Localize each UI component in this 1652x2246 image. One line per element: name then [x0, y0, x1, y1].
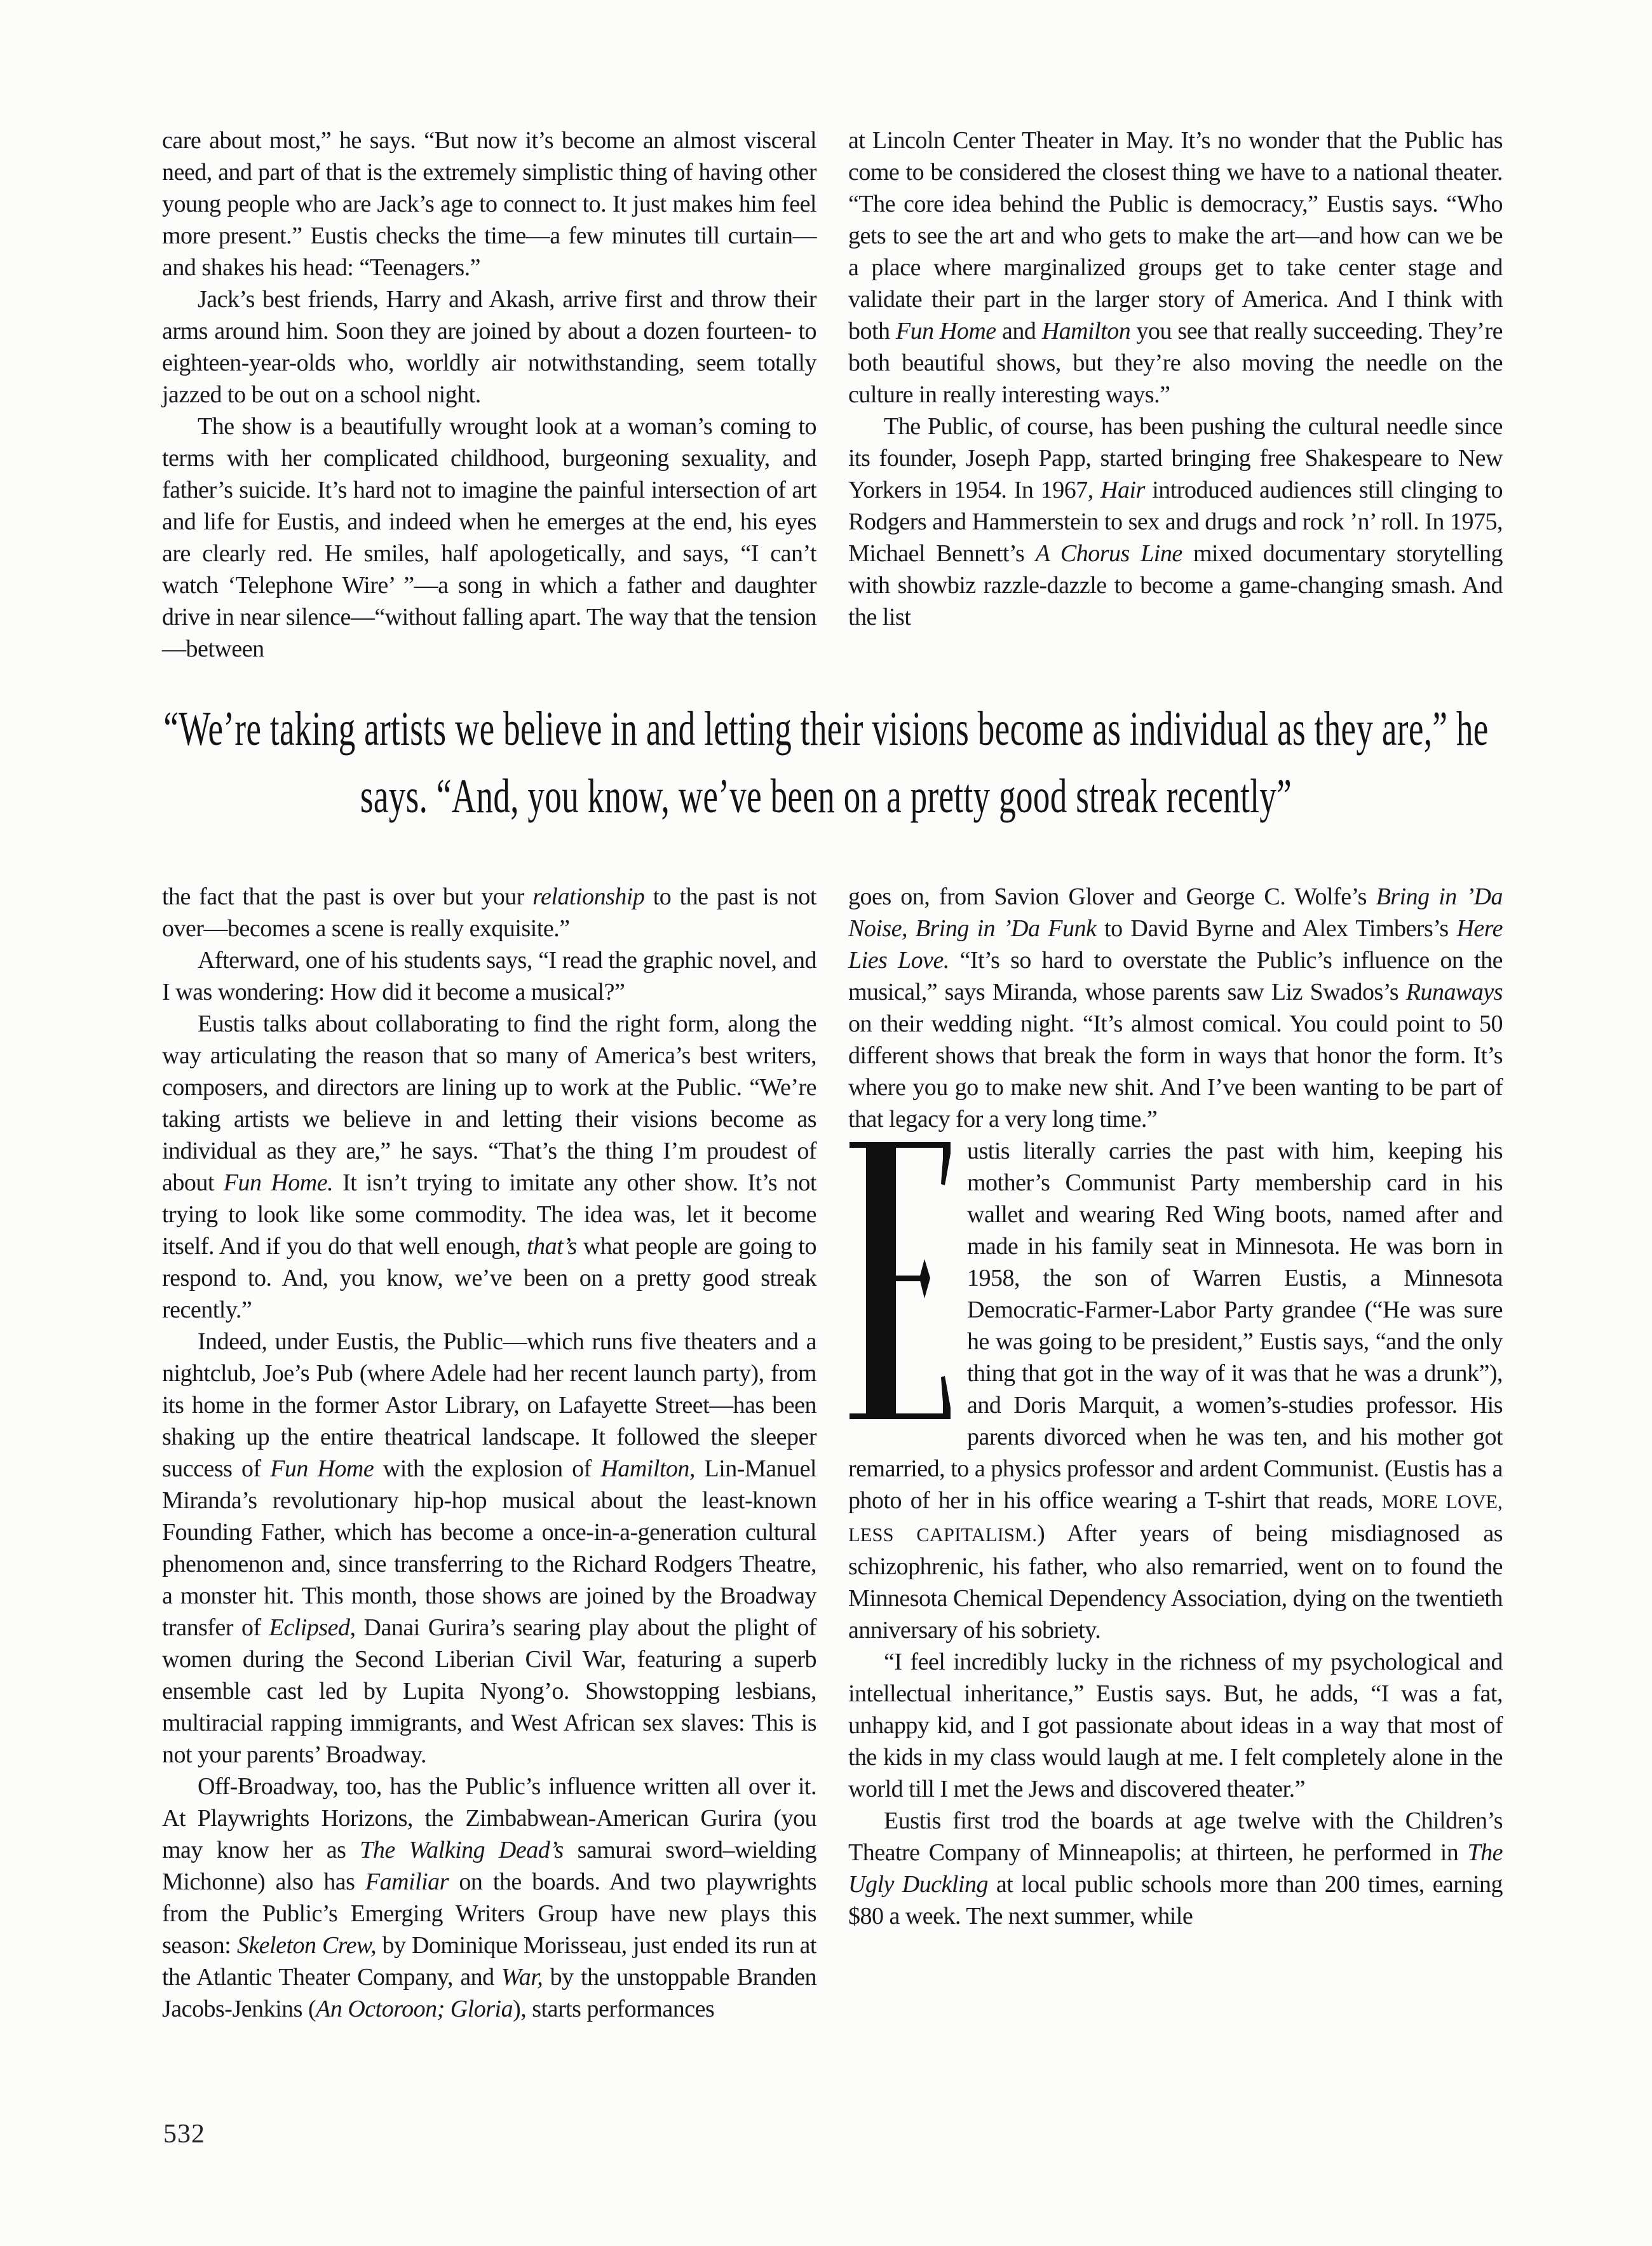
text-segment: care about most,” he says. “But now it’s become an almost visceral need, and part of that is the extremely simplistic thing of having other young people who are Jack’s age to connect to. It just makes him feel more present.” Eustis checks the time—a few minutes till curtain—and shakes his head: “Teenagers.”	[162, 127, 816, 281]
text-segment: on their wedding night. “It’s almost comical. You could point to 50 different shows that break the form in ways that honor the form. It’s where you go to make new shit. And I’ve been wanting to be part of that legacy for a very long time.”	[848, 1011, 1503, 1133]
text-segment-italic: The Walking Dead’s	[360, 1837, 564, 1863]
paragraph	[162, 1326, 816, 1771]
text-segment: you see that really succeeding. They’re both beautiful shows, but they’re also moving the needle on the culture in really interesting ways.”	[848, 318, 1503, 408]
text-segment-italic: The Ugly Duckling	[848, 1839, 1503, 1898]
text-segment-italic: Eclipsed,	[269, 1614, 356, 1641]
paragraph	[848, 125, 1503, 411]
pull-quote-text: “We’re taking artists we believe in and letting their visions become as individual as they are,” he says. “And, you know, we’ve been on a pretty good streak recently”	[163, 702, 1489, 823]
text-segment-italic: Fun Home.	[223, 1169, 334, 1196]
text-segment-italic: that’s	[527, 1233, 577, 1260]
text-segment: goes on, from Savion Glover and George C. Wolfe’s	[848, 883, 1376, 910]
pull-quote-block	[159, 695, 1493, 838]
text-segment: Afterward, one of his students says, “I read the graphic novel, and I was wondering: How did it become a musical?”	[162, 947, 816, 1005]
text-segment: introduced audiences still clinging to Rodgers and Hammerstein to sex and drugs and rock ’n’ roll. In 1975, Michael Bennett’s	[848, 477, 1503, 567]
text-segment: and	[996, 318, 1042, 344]
text-segment: mixed documentary storytelling with showbiz razzle-dazzle to become a game-changing smash. And the list	[848, 540, 1503, 630]
paragraph-group-pre-dropcap	[848, 881, 1503, 1135]
text-segment: “It’s so hard to overstate the Public’s influence on the musical,” says Miranda, whose parents saw Liz Swados’s	[848, 947, 1503, 1005]
text-segment: ) After years of being misdiagnosed as schizophrenic, his father, who also remarried, went on to found the Minnesota Chemical Dependency Association, dying on the twentieth anniversary of his sobriety.	[848, 1520, 1503, 1644]
text-segment: to the past is not over—becomes a scene is really exquisite.”	[162, 883, 816, 942]
text-segment-italic: Hamilton,	[600, 1455, 695, 1482]
text-segment-italic: Fun Home	[895, 318, 996, 344]
text-segment: the fact that the past is over but your	[162, 883, 533, 910]
text-segment-italic: Familiar	[365, 1868, 449, 1895]
text-segment-italic: Here Lies Love.	[848, 915, 1503, 974]
text-segment: Off-Broadway, too, has the Public’s influence written all over it. At Playwrights Horizons, the Zimbabwean-American Gurira (you may know her as	[162, 1773, 816, 1863]
text-segment: on the boards. And two playwrights from the Public’s Emerging Writers Group have new plays this season:	[162, 1868, 816, 1959]
top-columns	[0, 0, 1652, 665]
column-bottom-right	[848, 881, 1503, 2025]
paragraph	[162, 125, 816, 283]
text-segment: The show is a beautifully wrought look at a woman’s coming to terms with her complicated childhood, burgeoning sexuality, and father’s suicide. It’s hard not to imagine the painful intersection of art and life for Eustis, and indeed when he emerges at the end, his eyes are clearly red. He smiles, half apologetically, and says, “I can’t watch ‘Telephone Wire’ ”—a song in which a father and daughter drive in near silence—“without falling apart. The way that the tension—between	[162, 413, 816, 662]
text-segment: what people are going to respond to. And, you know, we’ve been on a pretty good streak recently.”	[162, 1233, 816, 1323]
text-segment: at local public schools more than 200 times, earning $80 a week. The next summer, while	[848, 1871, 1503, 1930]
text-segment-italic: Bring in ’Da Noise, Bring in ’Da Funk	[848, 883, 1503, 942]
paragraph	[848, 1646, 1503, 1805]
paragraph	[848, 1805, 1503, 1932]
text-segment: It isn’t trying to imitate any other show. It’s not trying to look like some commodity. The idea was, let it become itself. And if you do that well enough,	[162, 1169, 816, 1260]
paragraph	[848, 881, 1503, 1135]
column-bottom-left	[162, 881, 816, 2025]
column-top-left	[162, 125, 816, 665]
dropcap-letter-icon	[848, 1140, 952, 1422]
text-segment: ustis literally carries the past with him, keeping his mother’s Communist Party membership card in his wallet and wearing Red Wing boots, named after and made in his family seat in Minnesota. He was born in 1958, the son of Warren Eustis, a Minnesota Democratic-Farmer-Labor Party grandee (“He was sure he was going to be president,” Eustis says, “and the only thing that got in the way of it was that he was a drunk”), and Doris Marquit, a women’s-studies professor. His parents divorced when he was ten, and his mother got remarried, to a physics professor and ardent Communist. (Eustis has a photo of her in his office wearing a T-shirt that reads,	[848, 1138, 1503, 1514]
text-segment: The Public, of course, has been pushing the cultural needle since its founder, Joseph Papp, started bringing free Shakespeare to New Yorkers in 1954. In 1967,	[848, 413, 1503, 503]
text-segment-italic: An Octoroon; Gloria	[316, 1996, 513, 2022]
text-segment: to David Byrne and Alex Timbers’s	[1096, 915, 1457, 942]
text-segment: Danai Gurira’s searing play about the plight of women during the Second Liberian Civil War, featuring a superb ensemble cast led by Lupita Nyong’o. Showstopping lesbians, multiracial rapping immigrants, and West African sex slaves: This is not your parents’ Broadway.	[162, 1614, 816, 1768]
text-segment: Eustis first trod the boards at age twelve with the Children’s Theatre Company of Minneapolis; at thirteen, he performed in	[848, 1807, 1503, 1866]
text-segment-italic: A Chorus Line	[1035, 540, 1182, 567]
text-segment: ), starts performances	[513, 1996, 715, 2022]
paragraph	[162, 881, 816, 944]
paragraph	[848, 411, 1503, 633]
text-segment: with the explosion of	[374, 1455, 601, 1482]
text-segment: by the unstoppable Branden Jacobs-Jenkins (	[162, 1964, 816, 2022]
paragraph-group-post-dropcap	[848, 1646, 1503, 1932]
text-segment-italic: Skeleton Crew,	[236, 1932, 377, 1959]
bottom-columns	[0, 881, 1652, 2025]
paragraph	[162, 1771, 816, 2025]
text-segment: by Dominique Morisseau, just ended its run at the Atlantic Theater Company, and	[162, 1932, 816, 1991]
text-segment-italic: Runaways	[1405, 979, 1503, 1005]
text-segment-italic: War,	[501, 1964, 543, 1991]
paragraph	[162, 411, 816, 665]
paragraph	[162, 944, 816, 1008]
text-segment: Eustis talks about collaborating to find the right form, along the way articulating the reason that so many of America’s best writers, composers, and directors are lining up to work at the Public. “We’re taking artists we believe in and letting their visions become as individual as they are,” he says. “That’s the thing I’m proudest of about	[162, 1011, 816, 1196]
text-segment-italic: Hamilton	[1041, 318, 1131, 344]
column-top-right	[848, 125, 1503, 665]
text-segment: Lin-Manuel Miranda’s revolutionary hip-hop musical about the least-known Founding Father, which has become a once-in-a-generation cultural phenomenon and, since transferring to the Richard Rodgers Theatre, a monster hit. This month, those shows are joined by the Broadway transfer of	[162, 1455, 816, 1641]
text-segment: at Lincoln Center Theater in May. It’s no wonder that the Public has come to be considered the closest thing we have to a national theater. “The core idea behind the Public is democracy,” Eustis says. “Who gets to see the art and who gets to make the art—and how can we be a place where marginalized groups get to take center stage and validate their part in the larger story of America. And I think with both	[848, 127, 1503, 344]
text-segment-smallcaps: MORE LOVE, LESS CAPITALISM.	[848, 1491, 1503, 1546]
text-segment: “I feel incredibly lucky in the richness of my psychological and intellectual inheritance,” Eustis says. But, he adds, “I was a fat, unhappy kid, and I got passionate about ideas in a way that most of the kids in my class would laugh at me. I felt completely alone in the world till I met the Jews and discovered theater.”	[848, 1649, 1503, 1802]
page-number: 532	[163, 2120, 205, 2149]
text-segment-italic: Hair	[1100, 477, 1145, 503]
text-segment-italic: Fun Home	[270, 1455, 374, 1482]
text-segment: samurai sword–wielding Michonne) also has	[162, 1837, 817, 1895]
paragraph	[162, 1008, 816, 1326]
text-segment: Indeed, under Eustis, the Public—which runs five theaters and a nightclub, Joe’s Pub (where Adele had her recent launch party), from its home in the former Astor Library, on Lafayette Street—has been shaking up the entire theatrical landscape. It followed the sleeper success of	[162, 1328, 816, 1482]
dropcap-paragraph	[848, 1135, 1503, 1646]
text-segment-italic: relationship	[532, 883, 645, 910]
paragraph	[162, 283, 816, 411]
text-segment: Jack’s best friends, Harry and Akash, arrive first and throw their arms around him. Soon they are joined by about a dozen fourteen- to eighteen-year-olds who, worldly air notwithstanding, seem totally jazzed to be out on a school night.	[162, 286, 816, 408]
